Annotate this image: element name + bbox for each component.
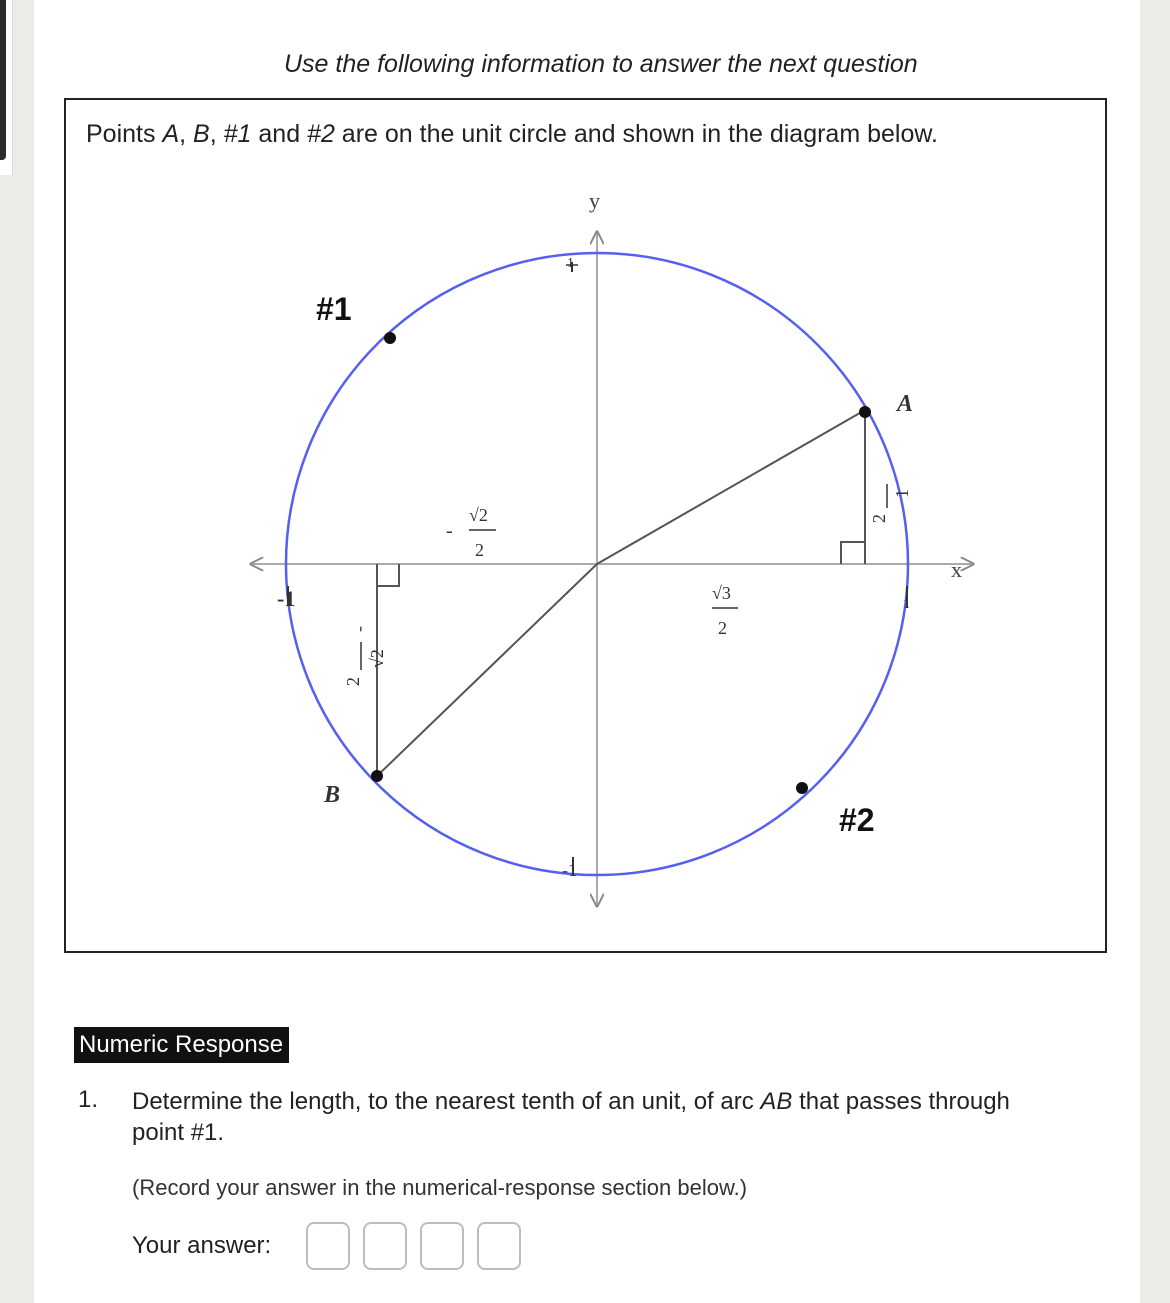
intro-text: Use the following information to answer the next question (284, 50, 918, 78)
segment-origin-a (597, 410, 865, 564)
question-text: Determine the length, to the nearest tenth of an unit, of arc AB that passes through point #1. (132, 1088, 1010, 1146)
point-1-dot (384, 332, 396, 344)
axis-y-label: y (589, 188, 600, 213)
question-sheet (34, 0, 1140, 1303)
point-b-label: B (324, 782, 341, 808)
fraction-neg-sqrt2-over-2-top (446, 505, 496, 560)
svg-text:2: 2 (718, 618, 727, 638)
answer-digit-1[interactable] (306, 1222, 350, 1270)
answer-digit-3[interactable] (420, 1222, 464, 1270)
tick-label-x-right: 1 (903, 597, 910, 612)
axis-x-label: x (951, 557, 962, 582)
left-panel-tab[interactable] (0, 0, 13, 175)
svg-text:-: - (349, 626, 369, 632)
fraction-sqrt3-over-2 (712, 583, 738, 638)
svg-text:2: 2 (869, 514, 889, 523)
svg-text:2: 2 (343, 677, 363, 686)
tick-label-x-left: -1 (277, 586, 296, 611)
svg-text:√3: √3 (712, 583, 731, 603)
right-angle-b (377, 564, 399, 586)
point-b-dot (371, 770, 383, 782)
question-note: (Record your answer in the numerical-response section below.) (132, 1175, 748, 1200)
question-number: 1. (78, 1086, 99, 1113)
svg-text:-: - (446, 520, 453, 542)
unit-circle-diagram (66, 100, 1105, 951)
left-panel-handle[interactable] (0, 0, 6, 160)
svg-text:√2: √2 (367, 649, 387, 668)
point-1-label: #1 (316, 291, 352, 327)
information-box (64, 98, 1107, 953)
answer-label: Your answer: (132, 1232, 272, 1259)
point-2-dot (796, 782, 808, 794)
answer-digit-4[interactable] (477, 1222, 521, 1270)
segment-origin-b (377, 564, 597, 776)
fraction-neg-sqrt2-over-2-left (343, 626, 387, 686)
point-a-label: A (897, 391, 914, 417)
answer-boxes (306, 1222, 521, 1270)
svg-text:2: 2 (475, 540, 484, 560)
point-a-dot (859, 406, 871, 418)
tick-label-y-top: 1 (567, 256, 574, 271)
information-text: Points A, B, #1 and #2 are on the unit circle and shown in the diagram below. (86, 120, 938, 148)
answer-digit-2[interactable] (363, 1222, 407, 1270)
right-angle-a (841, 542, 865, 564)
numeric-response-label: Numeric Response (74, 1027, 289, 1063)
svg-text:1: 1 (892, 489, 912, 498)
svg-text:√2: √2 (469, 505, 488, 525)
point-2-label: #2 (839, 802, 875, 838)
tick-label-y-bottom: -1 (562, 860, 577, 880)
